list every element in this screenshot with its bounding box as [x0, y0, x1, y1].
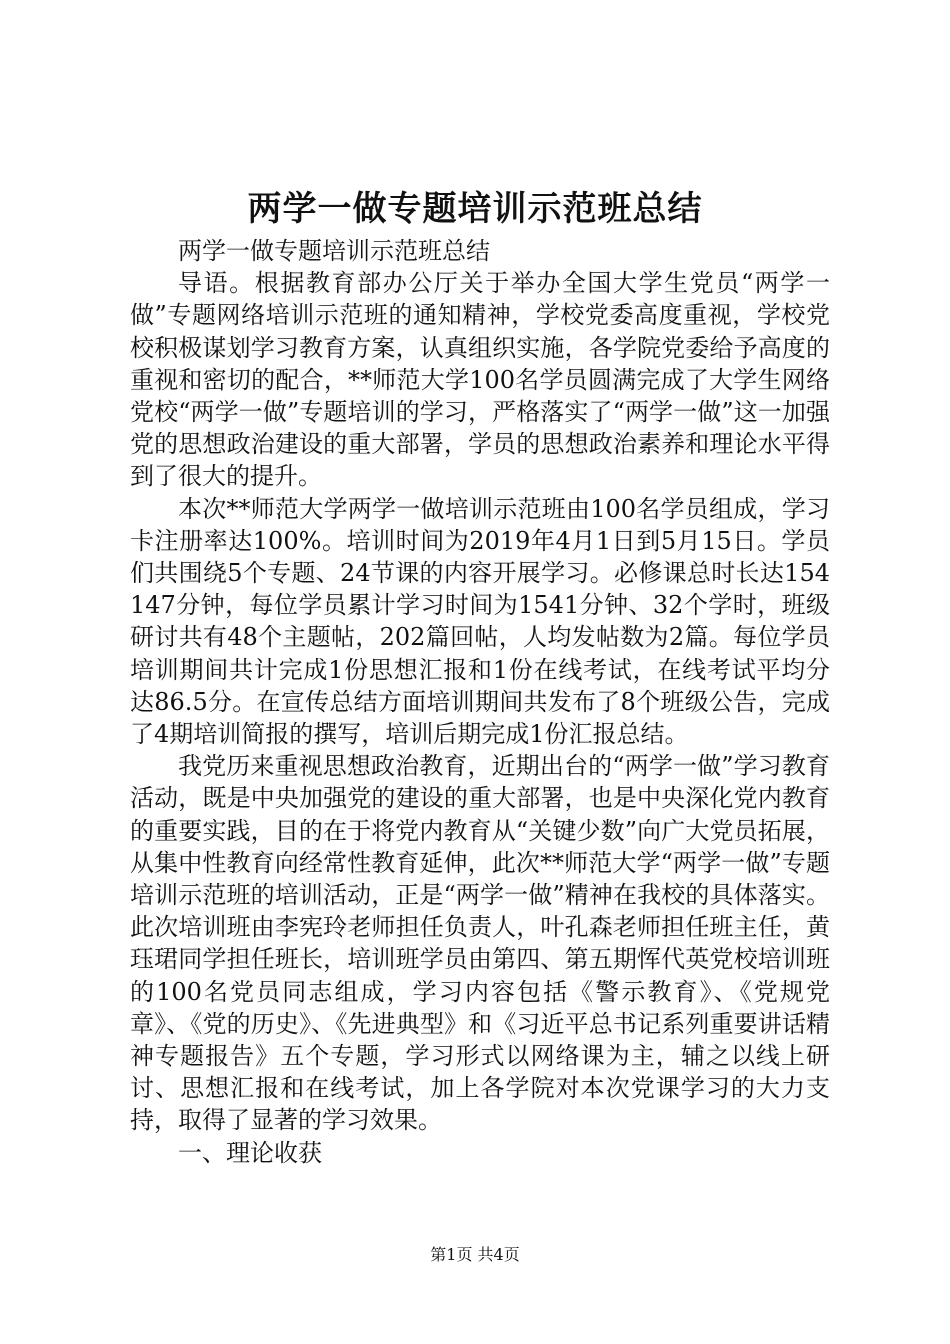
subtitle-paragraph: 两学一做专题培训示范班总结: [178, 237, 490, 265]
background-paragraph: 我党历来重视思想政治教育，近期出台的“两学一做”学习教育活动，既是中央加强党的建设的重大部署，也是中央深化党内教育的重要实践，目的在于将党内教育从“关键少数”向广大党员拓展，从集中性教育向经常性教育延伸，此次**师范大学“两学一做”专题培训示范班的培训活动，正是“两学一做”精神在我校的具体落实。此次培训班由李宪玲老师担任负责人，叶孔森老师担任班主任，黄珏珺同学担任班长，培训班学员由第四、第五期恽代英党校培训班的100名党员同志组成，学习内容包括《警示教育》、《党规党章》、《党的历史》、《先进典型》和《习近平总书记系列重要讲话精神专题报告》五个专题，学习形式以网络课为主，辅之以线上研讨、思想汇报和在线考试，加上各学院对本次党课学习的大力支持，取得了显著的学习效果。: [130, 752, 830, 1135]
page-number-footer: 第1页 共4页: [430, 1245, 520, 1264]
section-heading: 一、理论收获: [178, 1138, 322, 1167]
document-title: 两学一做专题培训示范班总结: [247, 189, 703, 229]
intro-paragraph: 导语。根据教育部办公厅关于举办全国大学生党员“两学一做”专题网络培训示范班的通知精神，学校党委高度重视，学校党校积极谋划学习教育方案，认真组织实施，各学院党委给予高度的重视和密切的配合，**师范大学100名学员圆满完成了大学生网络党校“两学一做”专题培训的学习，严格落实了“两学一做”这一加强党的思想政治建设的重大部署，学员的思想政治素养和理论水平得到了很大的提升。: [130, 269, 830, 491]
document-body: [130, 235, 830, 1169]
statistics-paragraph: 本次**师范大学两学一做培训示范班由100名学员组成，学习卡注册率达100%。培训时间为2019年4月1日到5月15日。学员们共围绕5个专题、24节课的内容开展学习。必修课总时长达154147分钟，每位学员累计学习时间为1541分钟、32个学时，班级研讨共有48个主题帖，202篇回帖，人均发帖数为2篇。每位学员培训期间共计完成1份思想汇报和1份在线考试，在线考试平均分达86.5分。在宣传总结方面培训期间共发布了8个班级公告，完成了4期培训简报的撰写，培训后期完成1份汇报总结。: [130, 494, 830, 749]
